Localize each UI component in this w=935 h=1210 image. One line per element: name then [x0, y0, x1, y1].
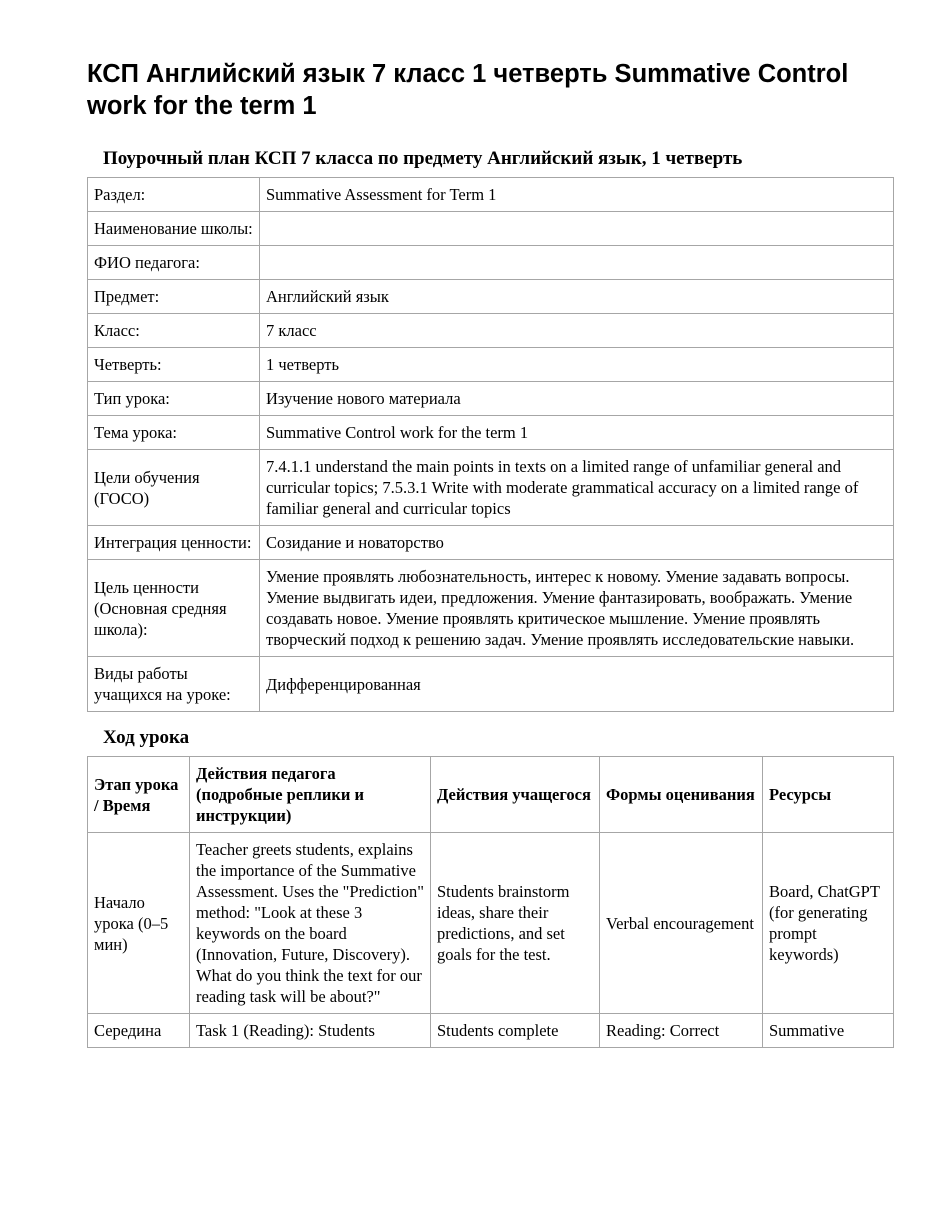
table-row	[88, 526, 894, 560]
info-label: Тип урока:	[88, 382, 260, 416]
lesson-info-table	[87, 177, 894, 712]
column-header-resources: Ресурсы	[763, 757, 894, 833]
info-value: 7 класс	[260, 314, 894, 348]
resources-cell: Board, ChatGPT (for generating prompt keywords)	[763, 833, 894, 1014]
table-row	[88, 560, 894, 657]
lesson-flow-table	[87, 756, 894, 1048]
info-label: Предмет:	[88, 280, 260, 314]
info-label: Четверть:	[88, 348, 260, 382]
info-value: 1 четверть	[260, 348, 894, 382]
info-value: Английский язык	[260, 280, 894, 314]
table-row	[88, 657, 894, 712]
info-value: Созидание и новаторство	[260, 526, 894, 560]
column-header-stage: Этап урока / Время	[88, 757, 190, 833]
info-value: Изучение нового материала	[260, 382, 894, 416]
table-row	[88, 246, 894, 280]
table-row	[88, 348, 894, 382]
table-row	[88, 382, 894, 416]
info-label: Цели обучения (ГОСО)	[88, 450, 260, 526]
info-value: Умение проявлять любознательность, интерес к новому. Умение задавать вопросы. Умение выдвигать идеи, предложения. Умение фантазировать, воображать. Умение создавать новое. Умение проявлять критическое мышление. Умение проявлять творческий подход к решению задач. Умение проявлять исследовательские навыки.	[260, 560, 894, 657]
info-label: Раздел:	[88, 178, 260, 212]
table-row	[88, 416, 894, 450]
table-row	[88, 314, 894, 348]
student-actions-cell: Students brainstorm ideas, share their predictions, and set goals for the test.	[431, 833, 600, 1014]
info-value: Summative Assessment for Term 1	[260, 178, 894, 212]
table-row	[88, 178, 894, 212]
stage-cell: Начало урока (0–5 мин)	[88, 833, 190, 1014]
info-value: Дифференцированная	[260, 657, 894, 712]
info-label: Цель ценности (Основная средняя школа):	[88, 560, 260, 657]
column-header-teacher-actions: Действия педагога (подробные реплики и инструкции)	[190, 757, 431, 833]
info-label: Класс:	[88, 314, 260, 348]
info-value: 7.4.1.1 understand the main points in texts on a limited range of unfamiliar general and curricular topics; 7.5.3.1 Write with moderate grammatical accuracy on a limited range of familiar general and curricular topics	[260, 450, 894, 526]
info-value	[260, 246, 894, 280]
info-value	[260, 212, 894, 246]
student-actions-cell: Students complete	[431, 1014, 600, 1048]
table-row	[88, 212, 894, 246]
document-title: КСП Английский язык 7 класс 1 четверть Summative Control work for the term 1	[87, 60, 849, 120]
table-row	[88, 833, 894, 1014]
document-page	[87, 58, 893, 1048]
info-label: Наименование школы:	[88, 212, 260, 246]
plan-heading: Поурочный план КСП 7 класса по предмету Английский язык, 1 четверть	[103, 148, 743, 169]
info-label: ФИО педагога:	[88, 246, 260, 280]
column-header-student-actions: Действия учащегося	[431, 757, 600, 833]
table-header-row	[88, 757, 894, 833]
info-label: Виды работы учащихся на уроке:	[88, 657, 260, 712]
info-label: Тема урока:	[88, 416, 260, 450]
teacher-actions-cell: Teacher greets students, explains the importance of the Summative Assessment. Uses the "Prediction" method: "Look at these 3 keywords on the board (Innovation, Future, Discovery). What do you think the text for our reading task will be about?"	[190, 833, 431, 1014]
table-row	[88, 280, 894, 314]
lesson-heading: Ход урока	[103, 727, 190, 748]
column-header-assessment: Формы оценивания	[600, 757, 763, 833]
assessment-cell: Reading: Correct	[600, 1014, 763, 1048]
assessment-cell: Verbal encouragement	[600, 833, 763, 1014]
info-label: Интеграция ценности:	[88, 526, 260, 560]
resources-cell: Summative	[763, 1014, 894, 1048]
stage-cell: Середина	[88, 1014, 190, 1048]
table-row	[88, 450, 894, 526]
info-value: Summative Control work for the term 1	[260, 416, 894, 450]
table-row	[88, 1014, 894, 1048]
teacher-actions-cell: Task 1 (Reading): Students	[190, 1014, 431, 1048]
